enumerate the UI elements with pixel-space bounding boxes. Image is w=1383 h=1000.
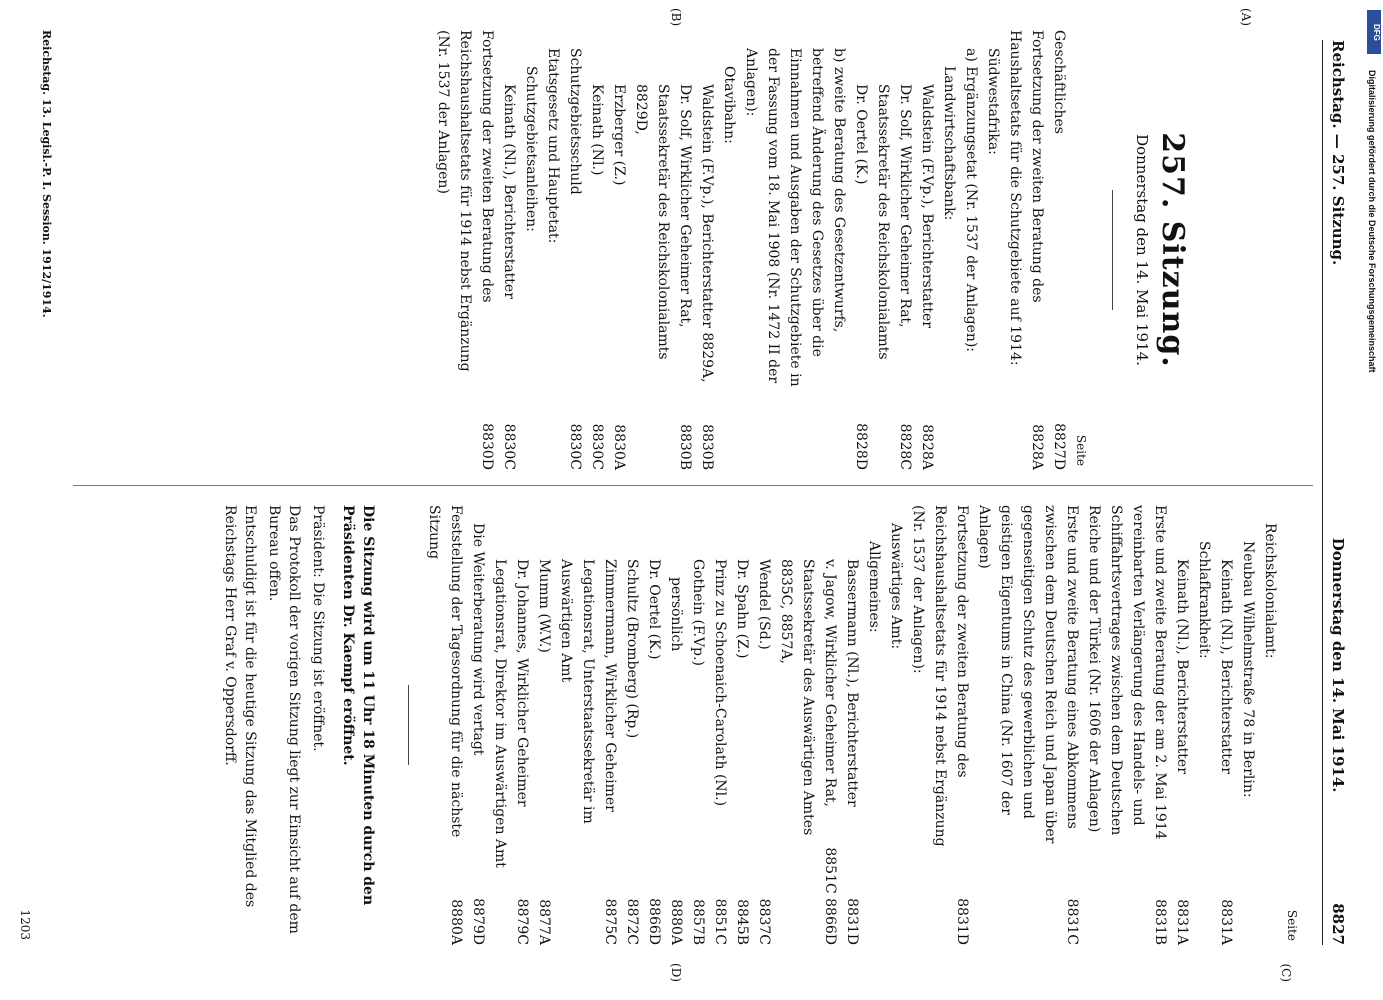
toc-entry-text: Erste und zweite Beratung eines Abkommens zwischen dem Deutschen Reich und Japan über gegenseitigen Schutz des gewerblichen und geistigen Eigentums in China (Nr. 1607 der Anlagen)	[976, 505, 1080, 844]
toc-entry-page-ref: 8877A	[536, 899, 552, 945]
toc-entry-page-ref: 8872C	[624, 898, 640, 945]
toc-entry-page-ref: 8875C	[602, 898, 618, 945]
toc-entry	[586, 30, 608, 470]
toc-entry	[643, 505, 665, 945]
toc-entry-text: Feststellung der Tagesordnung für die nächste Sitzung	[426, 505, 464, 838]
right-column	[220, 505, 1303, 945]
page-code: 1203	[18, 909, 32, 940]
toc-entry	[608, 30, 630, 470]
toc-entry-text: Wendel (Sd.)	[756, 559, 772, 650]
toc-entry-text: Otavibahn:	[721, 66, 737, 144]
toc-entry-text: Die Weiterberatung wird vertagt	[470, 523, 486, 756]
toc-entry-page-ref: 8837C	[756, 898, 772, 945]
header-date: Donnerstag den 14. Mai 1914.	[1329, 537, 1347, 793]
opening-statement: Die Sitzung wird um 11 Uhr 18 Minuten durch den Präsidenten Dr. Kaempf eröffnet.	[340, 505, 376, 906]
footer-legislative-period: Reichstag. 13. Legisl.-P. I. Session. 1912/1914.	[40, 30, 53, 318]
toc-entry	[665, 505, 687, 945]
toc-entry	[467, 505, 489, 945]
toc-entry	[1237, 505, 1259, 945]
seite-heading-right: Seite	[1285, 909, 1299, 941]
session-title: 257. Sitzung.	[1155, 132, 1190, 368]
toc-entry-page-ref: 8831B	[1152, 899, 1168, 945]
toc-entry-text: persönlich	[668, 577, 684, 652]
toc-entry-text: Zimmermann, Wirklicher Geheimer Legationsrat, Unterstaatssekretär im Auswärtigen Amt	[558, 559, 618, 824]
toc-entry-text: Schutzgebietsschuld	[567, 48, 583, 195]
header-page-number: 8827	[1329, 903, 1347, 945]
toc-entry-page-ref: 8851C	[712, 898, 728, 945]
toc-entry	[863, 505, 885, 945]
toc-entry-text: Fortsetzung der zweiten Beratung des Reichshaushaltsetats für 1914 nebst Ergänzung (Nr. 1537 der Anlagen)	[435, 30, 495, 372]
toc-entry	[938, 30, 960, 470]
toc-entry	[841, 505, 863, 945]
toc-entry	[432, 30, 498, 470]
toc-entry-text: Waldstein (F.Vp.), Berichterstatter 8829A,	[699, 84, 715, 383]
toc-entry	[489, 505, 533, 945]
toc-entry	[753, 505, 775, 945]
toc-entry-text: Prinz zu Schoenaich-Carolath (Nl.)	[712, 559, 728, 807]
toc-entry-text: Dr. Oertel (K.)	[646, 559, 662, 660]
toc-entry-text: Keinath (Nl.)	[589, 84, 605, 176]
toc-entry-text: Dr. Solf, Wirklicher Geheimer Rat, Staatssekretär des Reichskolonialamts	[875, 84, 913, 360]
section-rule	[408, 685, 409, 765]
toc-entry-text: Etatsgesetz und Hauptetat:	[545, 48, 561, 244]
toc-entry-text: b) zweite Beratung des Gesetzentwurfs, betreffend Änderung des Gesetzes über die Einnahmen und Ausgaben der Schutzgebiete in der Fassung vom 18. Mai 1908 (Nr. 1472 II der Anlagen):	[743, 48, 847, 387]
toc-entry	[718, 30, 740, 470]
excused-statement: Entschuldigt ist für die heutige Sitzung das Mitglied des Reichstags Herr Graf v. Oppersdorff.	[222, 505, 258, 908]
toc-entry-page-ref: 8828C	[897, 423, 913, 470]
toc-entry-page-ref: 8879D	[470, 898, 486, 945]
protocol-statement: Das Protokoll der vorigen Sitzung liegt zur Einsicht auf dem Bureau offen.	[266, 505, 302, 934]
title-rule	[1112, 190, 1113, 310]
toc-entry-page-ref: 8828A	[1029, 424, 1045, 470]
toc-entry	[1215, 505, 1237, 945]
right-entry-list	[423, 505, 1281, 945]
toc-entry-page-ref: 8845B	[734, 899, 750, 945]
toc-entry-text: Geschäftliches	[1051, 30, 1067, 134]
toc-entry	[916, 30, 938, 470]
toc-entry-text: Gothein (F.Vp.)	[690, 559, 706, 666]
toc-entry-page-ref: 8828D	[853, 423, 869, 470]
toc-entry-page-ref: 8880A	[668, 899, 684, 945]
toc-entry	[731, 505, 753, 945]
toc-entry-text: Auswärtiges Amt:	[888, 523, 904, 650]
toc-entry-text: Neubau Wilhelmstraße 78 in Berlin:	[1240, 541, 1256, 798]
toc-entry-page-ref: 8827D	[1051, 423, 1067, 470]
toc-entry-text: Südwestafrika:	[985, 48, 1001, 155]
toc-entry-page-ref: 8830A	[611, 424, 627, 470]
toc-entry	[564, 30, 586, 470]
dfg-logo: DFG	[1367, 10, 1381, 54]
toc-entry	[533, 505, 555, 945]
toc-entry-text: Dr. Solf, Wirklicher Geheimer Rat, Staatssekretär des Reichskolonialamts 8829D,	[633, 84, 693, 360]
toc-entry-text: Erzberger (Z.)	[611, 84, 627, 186]
toc-entry	[498, 30, 520, 470]
toc-entry-text: v. Jagow, Wirklicher Geheimer Rat, Staatssekretär des Auswärtigen Amtes 8835C, 8857A,	[778, 559, 838, 836]
toc-entry	[555, 505, 621, 945]
toc-entry	[423, 505, 467, 945]
dfg-credit	[1367, 10, 1381, 990]
toc-entry-text: Keinath (Nl.), Berichterstatter	[501, 84, 517, 299]
margin-mark-d: (D)	[669, 963, 683, 982]
toc-entry	[1259, 505, 1281, 945]
seite-heading-left: Seite	[1074, 434, 1088, 466]
toc-entry-page-ref: 8831D	[954, 898, 970, 945]
toc-entry-page-ref: 8880A	[448, 899, 464, 945]
margin-mark-c: (C)	[1279, 963, 1293, 982]
margin-mark-a: (A)	[1239, 8, 1253, 27]
dfg-credit-text: Digitalisierung gefördert durch die Deutsche Forschungsgemeinschaft	[1367, 70, 1377, 373]
toc-entry-page-ref: 8857B	[690, 899, 706, 945]
toc-entry-text: Erste und zweite Beratung der am 2. Mai 1914 vereinbarten Verlängerung des Handels- und Schiffahrtsvertrages zwischen dem Deutschen Reiche und der Türkei (Nr. 1606 der Anlagen)	[1086, 505, 1168, 840]
toc-entry-page-ref: 8830D	[479, 423, 495, 470]
toc-entry-page-ref: 8851C 8866D	[822, 847, 838, 945]
toc-entry-text: Bassermann (Nl.), Berichterstatter	[844, 559, 860, 807]
left-column	[432, 30, 1303, 470]
toc-entry	[542, 30, 564, 470]
toc-entry-text: Fortsetzung der zweiten Beratung des Haushaltsetats für die Schutzgebiete auf 1914:	[1007, 30, 1045, 366]
toc-entry-text: Dr. Oertel (K.)	[853, 84, 869, 185]
toc-entry	[850, 30, 872, 470]
toc-entry-page-ref: 8828A	[919, 424, 935, 470]
toc-entry	[1083, 505, 1171, 945]
toc-entry	[982, 30, 1004, 470]
toc-entry-page-ref: 8831A	[1218, 899, 1234, 945]
toc-entry	[973, 505, 1083, 945]
left-entry-list	[432, 30, 1070, 470]
toc-entry	[687, 505, 709, 945]
toc-entry	[1004, 30, 1048, 470]
toc-entry-text: Mumm (W.V.)	[536, 559, 552, 653]
toc-entry-text: Reichskolonialamt:	[1262, 523, 1278, 659]
toc-entry	[621, 505, 643, 945]
toc-entry	[775, 505, 841, 945]
toc-entry	[885, 505, 907, 945]
toc-entry-text: Waldstein (F.Vp.), Berichterstatter	[919, 84, 935, 328]
president-statement: Präsident: Die Sitzung ist eröffnet.	[310, 505, 326, 752]
toc-entry	[740, 30, 850, 470]
toc-entry-page-ref: 8830C	[501, 423, 517, 470]
toc-entry-page-ref: 8830B	[699, 424, 715, 470]
toc-entry	[872, 30, 916, 470]
page-header	[1322, 40, 1353, 945]
toc-entry-text: a) Ergänzungsetat (Nr. 1537 der Anlagen):	[963, 48, 979, 353]
toc-entry	[1171, 505, 1193, 945]
toc-entry	[630, 30, 696, 470]
toc-entry-text: Schutzgebietsanleihen:	[523, 66, 539, 232]
toc-entry	[709, 505, 731, 945]
toc-entry-text: Dr. Johannes, Wirklicher Geheimer Legationsrat, Direktor im Auswärtigen Amt	[492, 559, 530, 868]
toc-entry-page-ref: 8866D	[646, 898, 662, 945]
toc-entry-page-ref: 8831D	[844, 898, 860, 945]
toc-entry-text: Schultz (Bromberg) (Rp.)	[624, 559, 640, 739]
header-left: Reichstag. — 257. Sitzung.	[1329, 40, 1347, 266]
toc-entry-page-ref: 8831A	[1174, 899, 1190, 945]
toc-entry-text: Schlafkrankheit:	[1196, 541, 1212, 659]
toc-entry-text: Landwirtschaftsbank:	[941, 66, 957, 221]
toc-entry	[960, 30, 982, 470]
toc-entry-text: Dr. Spahn (Z.)	[734, 559, 750, 659]
toc-entry-text: Keinath (Nl.), Berichterstatter	[1174, 559, 1190, 774]
toc-entry-page-ref: 8830B	[677, 424, 693, 470]
toc-entry	[1048, 30, 1070, 470]
toc-entry-page-ref: 8879C	[514, 898, 530, 945]
toc-entry-page-ref: 8830C	[567, 423, 583, 470]
toc-entry	[520, 30, 542, 470]
toc-entry-page-ref: 8831C	[1064, 898, 1080, 945]
toc-entry-text: Fortsetzung der zweiten Beratung des Reichshaushaltsetats für 1914 nebst Ergänzung (Nr. 1537 der Anlagen):	[910, 505, 970, 847]
toc-entry	[696, 30, 718, 470]
session-date: Donnerstag den 14. Mai 1914.	[1133, 134, 1151, 366]
toc-entry-text: Keinath (Nl.), Berichterstatter	[1218, 559, 1234, 774]
toc-entry-page-ref: 8830C	[589, 423, 605, 470]
margin-mark-b: (B)	[669, 8, 683, 27]
toc-entry	[1193, 505, 1215, 945]
column-separator	[73, 485, 1313, 486]
toc-entry-text: Allgemeines:	[866, 541, 882, 633]
toc-entry	[907, 505, 973, 945]
